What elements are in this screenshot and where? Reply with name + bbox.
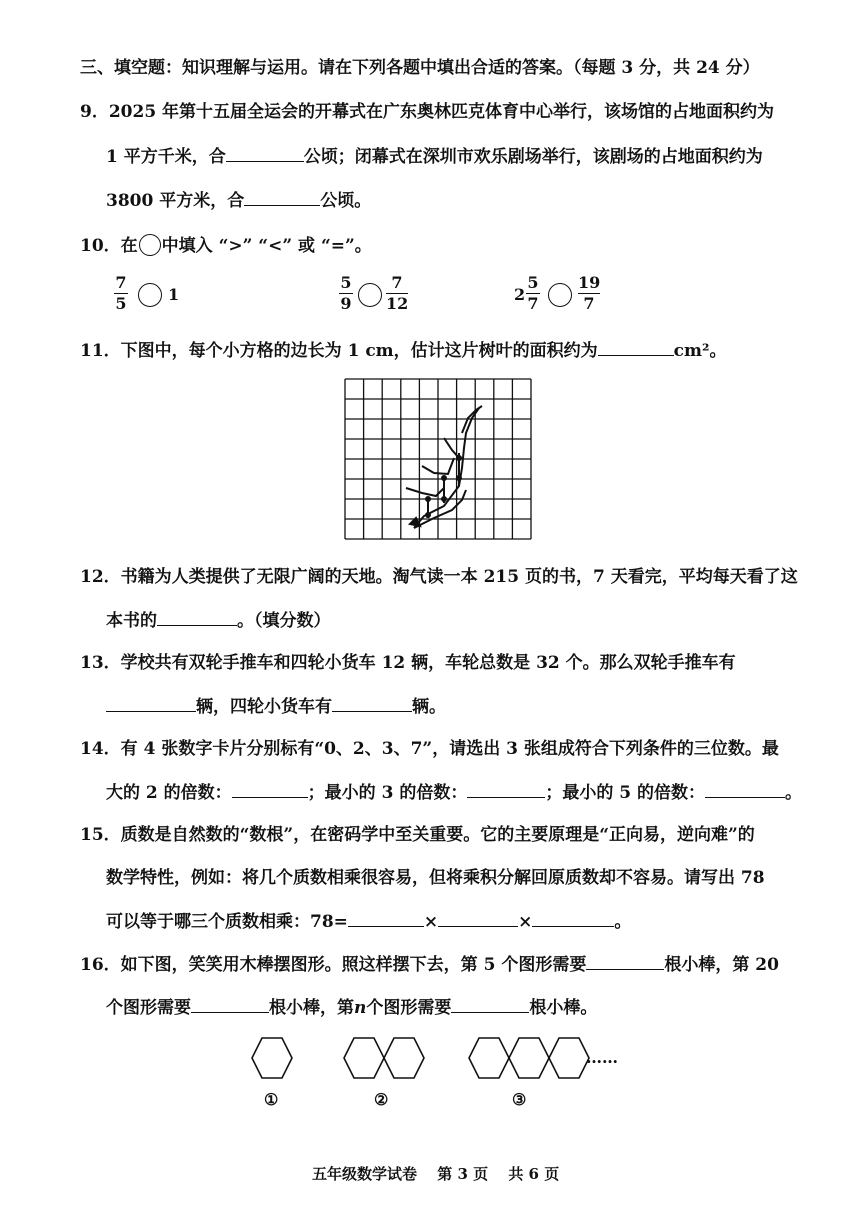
- q9-answer-blank-2[interactable]: [244, 190, 320, 206]
- q16-answer-blank-1[interactable]: [586, 954, 664, 970]
- denominator: 7: [583, 294, 595, 313]
- ellipsis: ……: [586, 1048, 618, 1067]
- compare-circle-icon: [139, 234, 161, 256]
- q13-line2: [106, 696, 446, 717]
- q16-text: 根小棒，第 20: [664, 955, 779, 975]
- q12-line2: [106, 610, 331, 631]
- numerator: 7: [115, 273, 127, 292]
- q15-answer-blank-2[interactable]: [438, 911, 518, 927]
- q10-item3-whole: 2: [514, 285, 526, 304]
- numerator: 5: [340, 273, 352, 292]
- figure-label-1: ①: [264, 1090, 279, 1109]
- q10-text: 10．在: [80, 236, 138, 256]
- hexagon-shape-1: [252, 1038, 292, 1078]
- q9-text: 3800 平方米，合: [106, 191, 245, 211]
- q9-line3: [106, 190, 371, 211]
- q12-answer-blank[interactable]: [157, 610, 237, 626]
- q15-answer-blank-3[interactable]: [532, 911, 614, 927]
- numerator: 19: [578, 273, 601, 292]
- q15-text: 可以等于哪三个质数相乘：78=: [106, 912, 348, 932]
- q13-answer-blank-2[interactable]: [332, 696, 412, 712]
- q13-text: 辆。: [412, 697, 446, 717]
- times-sign: ×: [518, 912, 533, 932]
- q13-line1: 13．学校共有双轮手推车和四轮小货车 12 辆，车轮总数是 32 个。那么双轮手推车有: [80, 653, 736, 673]
- q15-answer-blank-1[interactable]: [348, 911, 424, 927]
- q11-unit: cm²。: [673, 341, 727, 361]
- q11-text: 11．下图中，每个小方格的边长为 1 cm，估计这片树叶的面积约为: [80, 341, 598, 361]
- q14-answer-blank-3[interactable]: [705, 782, 785, 798]
- q14-text: 大的 2 的倍数：: [106, 783, 232, 803]
- q13-answer-blank-1[interactable]: [106, 696, 196, 712]
- numerator: 5: [527, 273, 539, 292]
- hexagon-shape-2b: [384, 1038, 424, 1078]
- figure-label-3: ③: [512, 1090, 527, 1109]
- section-heading: 三、填空题：知识理解与运用。请在下列各题中填出合适的答案。（每题 3 分，共 24 分）: [80, 58, 760, 78]
- q15-text: 。: [614, 912, 632, 932]
- q14-answer-blank-1[interactable]: [232, 782, 308, 798]
- q14-text: ；最小的 5 的倍数：: [545, 783, 706, 803]
- leaf-grid-figure: [344, 378, 532, 540]
- q10-text: 中填入 “>” “<” 或 “=”。: [161, 236, 372, 256]
- q14-line1: 14．有 4 张数字卡片分别标有“0、2、3、7”，请选出 3 张组成符合下列条件的三位数。最: [80, 739, 779, 759]
- q10-line: [80, 234, 372, 256]
- q15-line3: [106, 911, 631, 932]
- q13-text: 辆，四轮小货车有: [196, 697, 332, 717]
- q9-text: 公顷；闭幕式在深圳市欢乐剧场举行，该剧场的占地面积约为: [303, 147, 763, 167]
- q10-item3-compare-circle[interactable]: [548, 283, 572, 307]
- q9-text: 1 平方千米，合: [106, 147, 226, 167]
- denominator: 9: [340, 294, 352, 313]
- q16-text: 个图形需要: [106, 998, 191, 1018]
- q16-line2: [106, 997, 597, 1018]
- q14-text: 。: [785, 783, 803, 803]
- q16-text: 16．如下图，笑笑用木棒摆图形。照这样摆下去，第 5 个图形需要: [80, 955, 587, 975]
- denominator: 12: [386, 294, 409, 313]
- q12-text: 。（填分数）: [237, 611, 331, 631]
- q14-answer-blank-2[interactable]: [467, 782, 545, 798]
- q16-text: 个图形需要: [366, 998, 452, 1018]
- leaf-icon: [406, 406, 482, 528]
- q15-line2: 数学特性，例如：将几个质数相乘很容易，但将乘积分解回原质数却不容易。请写出 78: [106, 868, 765, 888]
- q10-item1-compare-circle[interactable]: [138, 283, 162, 307]
- hexagon-shape-3b: [509, 1038, 549, 1078]
- q9-line2: [106, 146, 763, 167]
- numerator: 7: [391, 273, 403, 292]
- hexagon-shape-3a: [469, 1038, 509, 1078]
- figure-label-2: ②: [374, 1090, 389, 1109]
- q11-answer-blank[interactable]: [598, 340, 674, 356]
- q9-text: 公顷。: [320, 191, 372, 211]
- q9-answer-blank-1[interactable]: [226, 146, 304, 162]
- q12-text: 本书的: [106, 611, 157, 631]
- q16-line1: [80, 954, 779, 975]
- q10-item2-left-fraction: [339, 274, 353, 313]
- q16-text: 根小棒。: [529, 998, 598, 1018]
- denominator: 5: [115, 294, 127, 313]
- q10-item3-right-fraction: [578, 274, 600, 313]
- q9-line1: 9．2025 年第十五届全运会的开幕式在广东奥林匹克体育中心举行，该场馆的占地面积约为: [80, 102, 775, 122]
- times-sign: ×: [423, 912, 439, 932]
- q11-line: [80, 340, 726, 361]
- q10-item3-left-fraction: [526, 274, 540, 313]
- hexagon-shape-3c: [549, 1038, 589, 1078]
- hexagon-pattern-figure: [250, 1036, 620, 1084]
- q14-text: ；最小的 3 的倍数：: [307, 783, 468, 803]
- q16-text: 根小棒，第: [269, 998, 354, 1018]
- denominator: 7: [527, 294, 539, 313]
- q10-item1-fraction: [114, 274, 128, 313]
- q14-line2: [106, 782, 802, 803]
- q12-line1: 12．书籍为人类提供了无限广阔的天地。淘气读一本 215 页的书，7 天看完，平均每天看了这: [80, 567, 798, 587]
- q10-item1-right: 1: [168, 285, 180, 304]
- q10-item2-right-fraction: [386, 274, 408, 313]
- q15-line1: 15．质数是自然数的“数根”，在密码学中至关重要。它的主要原理是“正向易，逆向难”的: [80, 825, 755, 845]
- variable-n: n: [354, 998, 367, 1018]
- q16-answer-blank-2[interactable]: [191, 997, 269, 1013]
- hexagon-shape-2a: [344, 1038, 384, 1078]
- page-footer: 五年级数学试卷 第 3 页 共 6 页: [312, 1165, 560, 1183]
- q16-answer-blank-3[interactable]: [451, 997, 529, 1013]
- q10-item2-compare-circle[interactable]: [358, 283, 382, 307]
